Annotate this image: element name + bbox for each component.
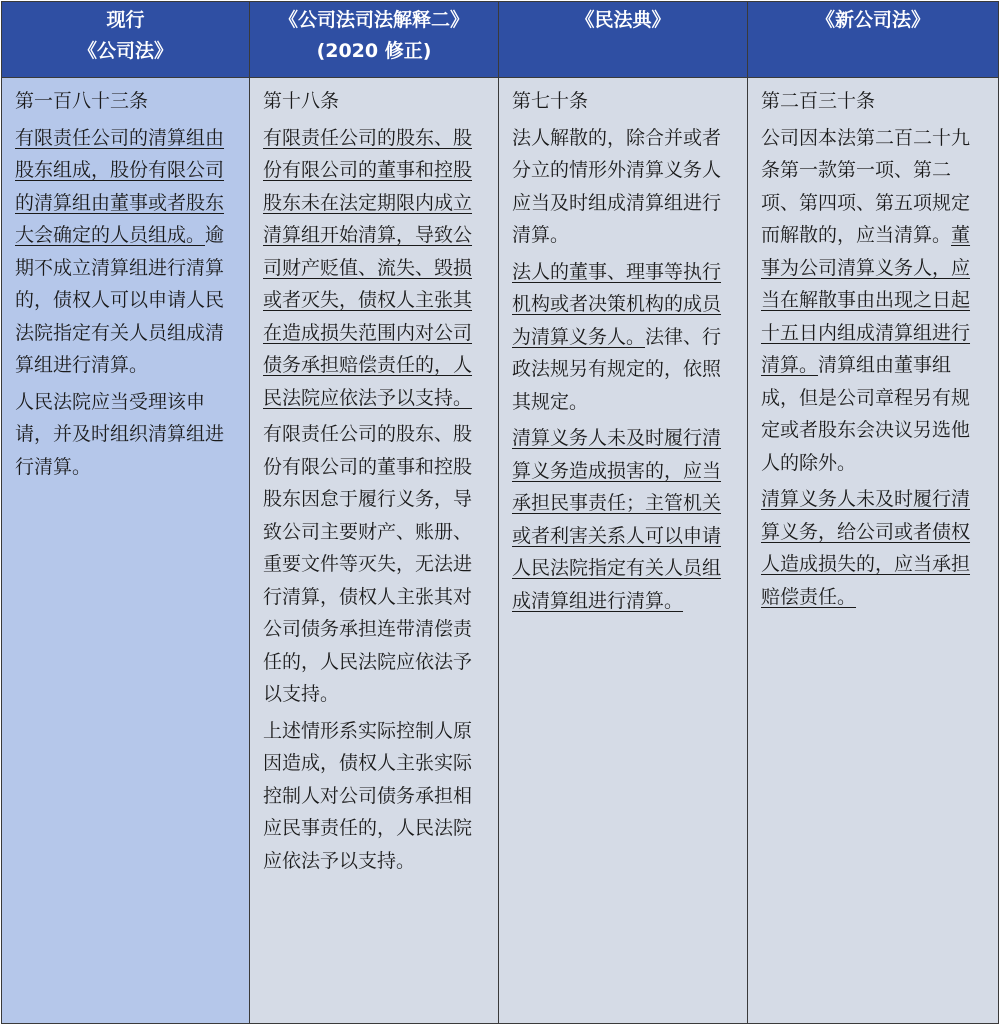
- article-number: 第一百八十三条: [15, 90, 149, 112]
- law-comparison-table: [1, 1, 999, 1024]
- article-paragraph: [512, 256, 737, 419]
- article-paragraph: [263, 715, 488, 878]
- underlined-text: 法人的董事、理事等执行机构或者决策机构的成员为清算义务人。: [512, 260, 722, 348]
- article-paragraph: [761, 122, 988, 480]
- header-new-company-law: [748, 2, 999, 78]
- body-row: [2, 78, 999, 1024]
- underlined-text: 清算义务人未及时履行清算义务造成损害的，应当承担民事责任；主管机关或者利害关系人可以申请人民法院指定有关人员组成清算组进行清算。: [512, 427, 722, 612]
- underlined-text: 清算义务人未及时履行清算义务，给公司或者债权人造成损失的，应当承担赔偿责任。: [761, 488, 971, 608]
- article-number: 第七十条: [512, 90, 589, 112]
- paragraph-text: 法律、行政法规另有规定的，依照其规定。: [512, 325, 722, 413]
- header-line: 《公司法》: [77, 40, 173, 62]
- paragraph-text: 有限责任公司的股东、股份有限公司的董事和控股股东因怠于履行义务，导致公司主要财产、账册、重要文件等灭失，无法进行清算，债权人主张其对公司债务承担连带清偿责任的，人民法院应依法予以支持。: [263, 423, 473, 705]
- article-paragraph: [263, 122, 488, 415]
- underlined-text: 有限责任公司的清算组由股东组成，股份有限公司的清算组由董事或者股东大会确定的人员组成。: [15, 126, 225, 246]
- underlined-text: 有限责任公司的股东、股份有限公司的董事和控股股东未在法定期限内成立清算组开始清算，导致公司财产贬值、流失、毁损或者灭失，债权人主张其在造成损失范围内对公司债务承担赔偿责任的，人民法院应依法予以支持。: [263, 126, 473, 409]
- header-civil-code: [499, 2, 748, 78]
- header-line: (2020 修正): [316, 40, 432, 62]
- cell-judicial-interpretation-2: [250, 78, 499, 1024]
- underlined-text: 董事为公司清算义务人，应当在解散事由出现之日起十五日内组成清算组进行清算。: [761, 224, 971, 376]
- paragraph-text: 逾期不成立清算组进行清算的，债权人可以申请人民法院指定有关人员组成清算组进行清算。: [15, 224, 225, 376]
- article-paragraph: [15, 122, 239, 382]
- article-paragraph: [263, 418, 488, 711]
- article-number: 第十八条: [263, 90, 340, 112]
- cell-new-company-law: [748, 78, 999, 1024]
- header-judicial-interpretation-2: [250, 2, 499, 78]
- paragraph-text: 上述情形系实际控制人原因造成，债权人主张实际控制人对公司债务承担相应民事责任的，人民法院应依法予以支持。: [263, 719, 473, 872]
- article-paragraph: [512, 122, 737, 252]
- article-paragraph: [15, 386, 239, 484]
- header-line: 现行: [106, 9, 145, 31]
- article-paragraph: [761, 483, 988, 613]
- header-line: 《民法典》: [575, 9, 671, 31]
- header-current-company-law: [2, 2, 250, 78]
- article-paragraph: [512, 422, 737, 617]
- paragraph-text: 人民法院应当受理该申请，并及时组织清算组进行清算。: [15, 390, 225, 478]
- cell-civil-code: [499, 78, 748, 1024]
- article-number: 第二百三十条: [761, 90, 876, 112]
- paragraph-text: 法人解散的，除合并或者分立的情形外清算义务人应当及时组成清算组进行清算。: [512, 126, 722, 246]
- header-line: 《公司法司法解释二》: [278, 9, 469, 31]
- paragraph-text: 公司因本法第二百二十九条第一款第一项、第二项、第四项、第五项规定而解散的，应当清算。: [761, 126, 971, 246]
- header-row: [2, 2, 999, 78]
- cell-current-company-law: [2, 78, 250, 1024]
- paragraph-text: 清算组由董事组成，但是公司章程另有规定或者股东会决议另选他人的除外。: [761, 354, 971, 474]
- header-line: 《新公司法》: [815, 9, 930, 31]
